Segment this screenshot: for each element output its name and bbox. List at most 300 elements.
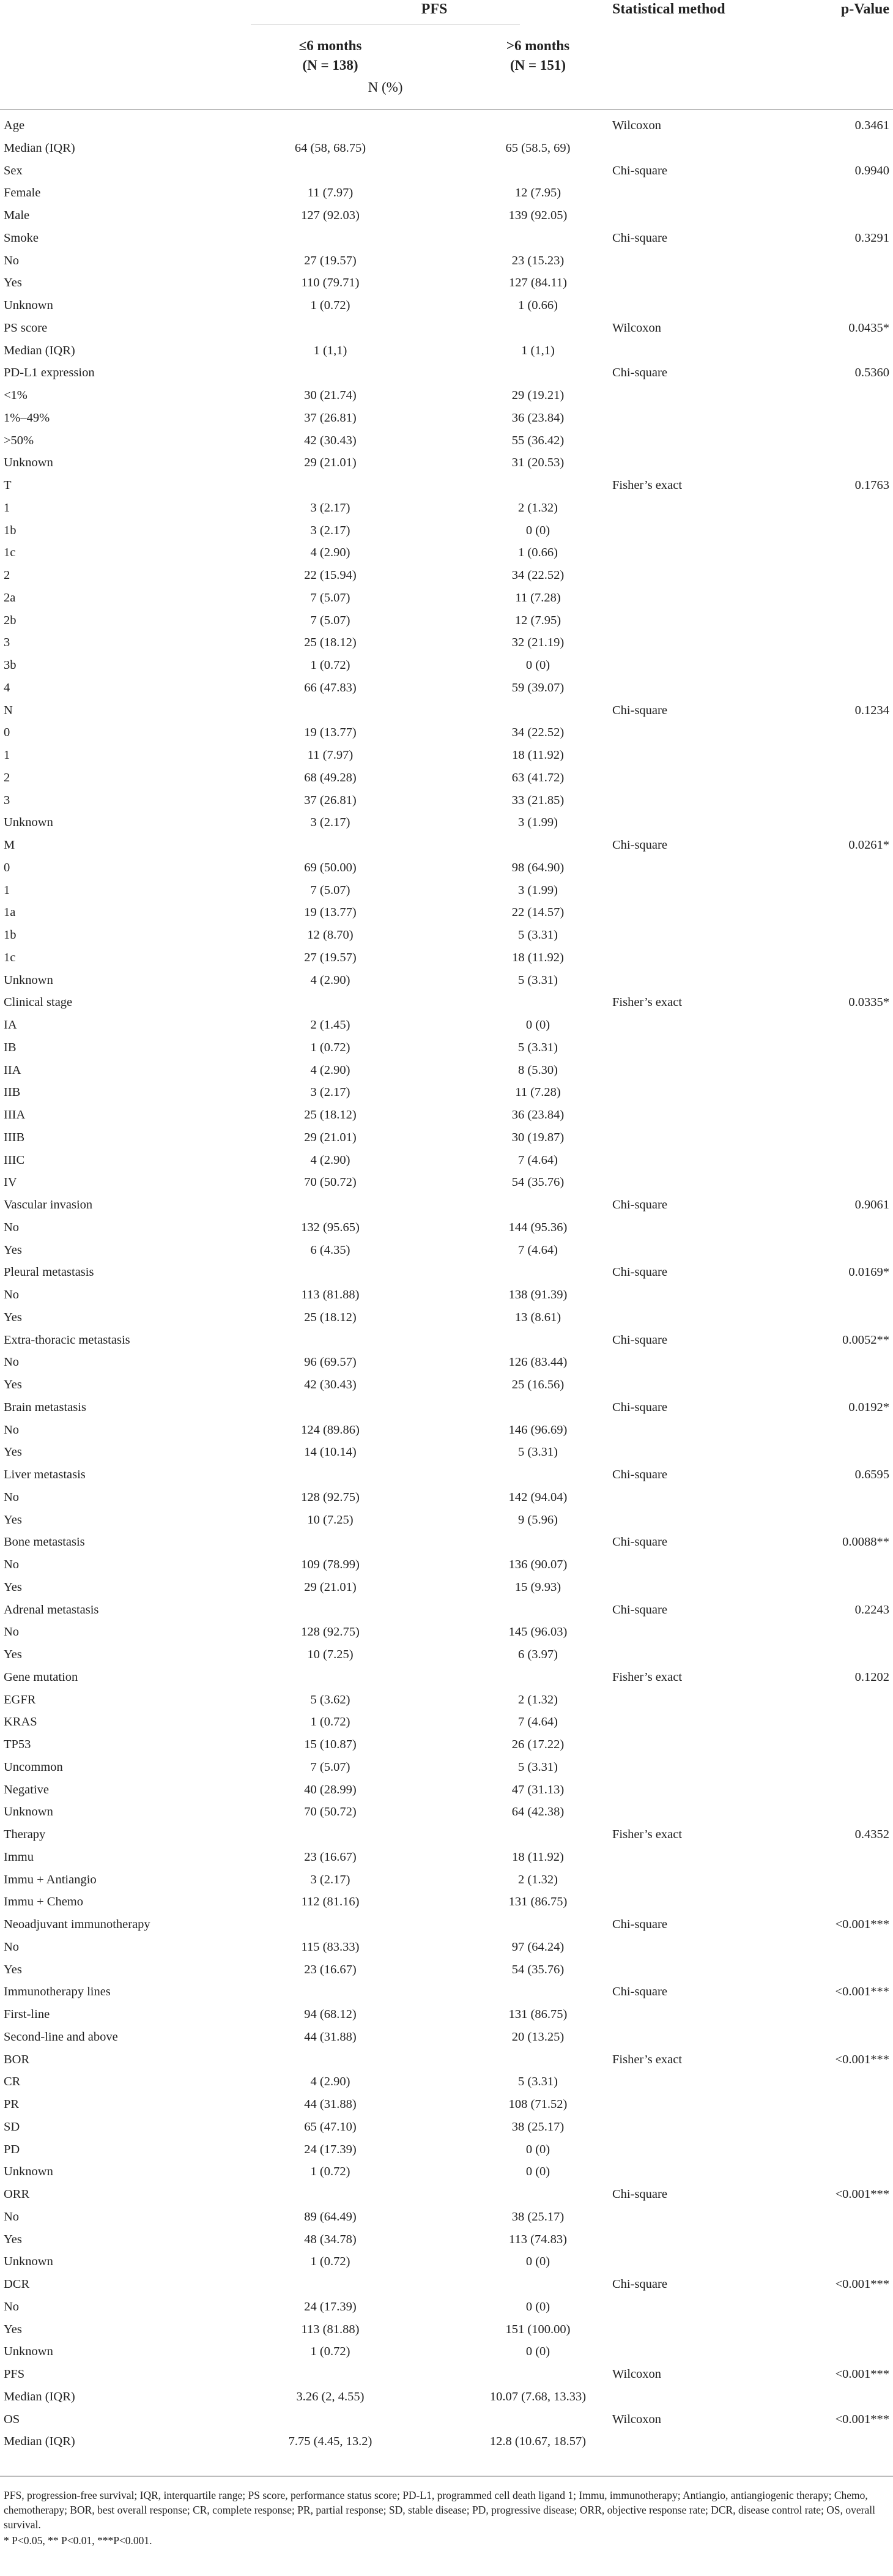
table-row bbox=[0, 882, 893, 899]
table-row bbox=[0, 432, 893, 449]
row-label: Adrenal metastasis bbox=[4, 1603, 99, 1617]
p-value: 0.2243 bbox=[854, 1603, 889, 1617]
gt6-value: 32 (21.19) bbox=[511, 636, 565, 650]
row-label: Liver metastasis bbox=[4, 1468, 86, 1481]
table-row bbox=[0, 184, 893, 201]
le6-value: 19 (13.77) bbox=[304, 726, 357, 740]
row-label: Vascular invasion bbox=[4, 1198, 93, 1212]
le6-value: 65 (47.10) bbox=[304, 2120, 357, 2134]
le6-value: 4 (2.90) bbox=[310, 2075, 350, 2089]
table-row bbox=[0, 1084, 893, 1101]
row-label: 3b bbox=[4, 658, 17, 672]
row-label: Unknown bbox=[4, 456, 53, 470]
row-label: Yes bbox=[4, 276, 22, 290]
le6-value: 44 (31.88) bbox=[304, 2030, 357, 2044]
table-row bbox=[0, 2253, 893, 2270]
statistical-method: Fisher’s exact bbox=[612, 1828, 683, 1841]
table-row bbox=[0, 814, 893, 831]
row-label: PD bbox=[4, 2142, 20, 2156]
table-row bbox=[0, 2118, 893, 2135]
gt6-value: 0 (0) bbox=[525, 1018, 550, 1032]
gt6-value: 38 (25.17) bbox=[511, 2209, 565, 2224]
table-row bbox=[0, 342, 893, 359]
row-label: 2 bbox=[4, 568, 10, 582]
table-row bbox=[0, 1848, 893, 1866]
le6-value: 127 (92.03) bbox=[301, 209, 360, 222]
table-row bbox=[0, 2388, 893, 2405]
row-label: DCR bbox=[4, 2277, 30, 2291]
gt6-value: 0 (0) bbox=[525, 2255, 550, 2269]
le6-value: 64 (58, 68.75) bbox=[294, 141, 366, 155]
row-label: PFS bbox=[4, 2367, 25, 2381]
statistical-method: Chi-square bbox=[612, 1918, 667, 1931]
table-row bbox=[0, 612, 893, 629]
le6-value: 3.26 (2, 4.55) bbox=[296, 2389, 365, 2403]
table-row bbox=[0, 162, 893, 179]
gt6-value: 23 (15.23) bbox=[511, 253, 565, 267]
gt6-value: 142 (94.04) bbox=[508, 1490, 568, 1504]
p-value: 0.1234 bbox=[854, 703, 889, 717]
gt6-value: 59 (39.07) bbox=[511, 680, 565, 694]
row-label: IIA bbox=[4, 1063, 21, 1077]
table-row bbox=[0, 1129, 893, 1146]
table-row bbox=[0, 1601, 893, 1618]
table-row bbox=[0, 1106, 893, 1123]
le6-value: 1 (0.72) bbox=[310, 658, 350, 672]
le6-value: 3 (2.17) bbox=[310, 501, 350, 515]
le6-value: 22 (15.94) bbox=[304, 568, 357, 582]
table-row bbox=[0, 229, 893, 247]
p-value: <0.001*** bbox=[835, 2277, 889, 2291]
gt6-value: 36 (23.84) bbox=[511, 1108, 565, 1122]
gt6-value: 30 (19.87) bbox=[511, 1130, 565, 1144]
row-label: Median (IQR) bbox=[4, 2435, 75, 2449]
row-label: SD bbox=[4, 2120, 20, 2134]
gt6-value: 97 (64.24) bbox=[511, 1940, 565, 1954]
p-value: 0.0435* bbox=[848, 321, 889, 335]
le6-value: 25 (18.12) bbox=[304, 1108, 357, 1122]
table-row bbox=[0, 1062, 893, 1079]
table-row bbox=[0, 454, 893, 471]
row-label: Negative bbox=[4, 1782, 49, 1796]
statistical-method: Fisher’s exact bbox=[612, 478, 683, 492]
row-label: Therapy bbox=[4, 1828, 46, 1841]
table-row bbox=[0, 2433, 893, 2450]
table-row bbox=[0, 1533, 893, 1550]
table-row bbox=[0, 2276, 893, 2293]
table-row bbox=[0, 2073, 893, 2090]
table-row bbox=[0, 1916, 893, 1933]
table-row bbox=[0, 477, 893, 494]
p-value: 0.0192* bbox=[848, 1400, 889, 1414]
row-label: No bbox=[4, 1355, 20, 1369]
table-row bbox=[0, 702, 893, 719]
row-label: No bbox=[4, 1220, 20, 1234]
row-label: Unknown bbox=[4, 299, 53, 312]
table-row bbox=[0, 2163, 893, 2180]
table-row bbox=[0, 319, 893, 337]
table-row bbox=[0, 634, 893, 651]
p-value: 0.9940 bbox=[854, 163, 889, 177]
gt6-value: 20 (13.25) bbox=[511, 2030, 565, 2044]
table-row bbox=[0, 2096, 893, 2113]
row-label: IA bbox=[4, 1018, 17, 1032]
gt6-value: 26 (17.22) bbox=[511, 1738, 565, 1751]
le6-value: 1 (1,1) bbox=[313, 343, 347, 357]
row-label: Yes bbox=[4, 1962, 22, 1976]
row-label: Unknown bbox=[4, 816, 53, 830]
row-label: <1% bbox=[4, 389, 28, 402]
p-value: 0.0088** bbox=[842, 1535, 889, 1549]
table-row bbox=[0, 1803, 893, 1820]
statistical-method: Chi-square bbox=[612, 1535, 667, 1549]
le6-value: 29 (21.01) bbox=[304, 1130, 357, 1144]
table-row bbox=[0, 972, 893, 989]
row-label: 2 bbox=[4, 770, 10, 784]
row-label: Smoke bbox=[4, 231, 39, 245]
p-value: 0.4352 bbox=[854, 1828, 889, 1841]
row-label: Yes bbox=[4, 1648, 22, 1661]
table-row bbox=[0, 2141, 893, 2158]
p-value-header: p-Value bbox=[840, 1, 889, 17]
le6-value: 3 (2.17) bbox=[310, 1872, 350, 1886]
row-label: Immu + Antiangio bbox=[4, 1872, 97, 1886]
gt6-value: 127 (84.11) bbox=[509, 276, 567, 290]
p-value: 0.3461 bbox=[854, 119, 889, 132]
le6-value: 24 (17.39) bbox=[304, 2142, 357, 2156]
gt6-value: 36 (23.84) bbox=[511, 411, 565, 425]
row-label: Female bbox=[4, 186, 41, 200]
row-label: No bbox=[4, 1423, 20, 1437]
table-row bbox=[0, 2343, 893, 2360]
statistical-method: Fisher’s exact bbox=[612, 1670, 683, 1684]
row-label: CR bbox=[4, 2075, 21, 2089]
le6-value: 11 (7.97) bbox=[307, 186, 354, 200]
row-label: Bone metastasis bbox=[4, 1535, 85, 1549]
table-row bbox=[0, 2298, 893, 2315]
row-label: Immu + Chemo bbox=[4, 1895, 83, 1909]
le6-value: 70 (50.72) bbox=[304, 1805, 357, 1819]
gt6-value: 0 (0) bbox=[525, 2165, 550, 2179]
gt6-value: 9 (5.96) bbox=[518, 1513, 558, 1527]
table-row bbox=[0, 274, 893, 291]
le6-value: 44 (31.88) bbox=[304, 2098, 357, 2111]
pfs-group-underline bbox=[251, 24, 520, 25]
gt6-value: 11 (7.28) bbox=[515, 1085, 561, 1100]
table-row bbox=[0, 1713, 893, 1730]
p-value: 0.3291 bbox=[854, 231, 889, 245]
row-label: IIIC bbox=[4, 1153, 25, 1167]
gt6-value: 113 (74.83) bbox=[509, 2232, 567, 2246]
le6-value: 109 (78.99) bbox=[301, 1558, 360, 1571]
table-row bbox=[0, 1556, 893, 1573]
p-value: 0.1763 bbox=[854, 478, 889, 492]
table-row bbox=[0, 994, 893, 1011]
le6-value: 29 (21.01) bbox=[304, 456, 357, 470]
statistical-method: Fisher’s exact bbox=[612, 2052, 683, 2066]
table-row bbox=[0, 1152, 893, 1169]
table-row bbox=[0, 1871, 893, 1888]
row-label: IV bbox=[4, 1175, 17, 1189]
le6-value: 15 (10.87) bbox=[304, 1738, 357, 1751]
gt6-value: 11 (7.28) bbox=[515, 590, 561, 605]
row-label: Yes bbox=[4, 1243, 22, 1257]
gt6-value: 64 (42.38) bbox=[511, 1805, 565, 1819]
table-row bbox=[0, 1241, 893, 1259]
gt6-value: 3 (1.99) bbox=[518, 816, 558, 830]
le6-value: 1 (0.72) bbox=[310, 2255, 350, 2269]
le6-months-header: ≤6 months bbox=[298, 38, 362, 53]
table-row bbox=[0, 544, 893, 561]
row-label: M bbox=[4, 838, 15, 852]
table-row bbox=[0, 1736, 893, 1753]
row-label: No bbox=[4, 1288, 20, 1301]
row-label: Gene mutation bbox=[4, 1670, 78, 1684]
gt6-value: 126 (83.44) bbox=[508, 1355, 568, 1369]
table-row bbox=[0, 1443, 893, 1461]
le6-value: 37 (26.81) bbox=[304, 793, 357, 807]
row-label: Clinical stage bbox=[4, 996, 73, 1010]
table-row bbox=[0, 2186, 893, 2203]
table-row bbox=[0, 1399, 893, 1416]
gt6-value: 5 (3.31) bbox=[518, 1040, 558, 1054]
row-label: IIB bbox=[4, 1085, 21, 1100]
gt6-value: 138 (91.39) bbox=[508, 1288, 568, 1301]
le6-value: 132 (95.65) bbox=[301, 1220, 360, 1234]
le6-value: 7 (5.07) bbox=[310, 883, 350, 897]
statistical-method: Chi-square bbox=[612, 838, 667, 852]
le6-value: 27 (19.57) bbox=[304, 253, 357, 267]
statistical-method: Wilcoxon bbox=[612, 2367, 662, 2381]
statistical-method: Chi-square bbox=[612, 1603, 667, 1617]
p-value: <0.001*** bbox=[835, 2367, 889, 2381]
row-label: ORR bbox=[4, 2187, 30, 2201]
table-row bbox=[0, 387, 893, 404]
table-row bbox=[0, 1331, 893, 1349]
table-row bbox=[0, 859, 893, 876]
le6-value: 3 (2.17) bbox=[310, 523, 350, 537]
gt6-value: 144 (95.36) bbox=[508, 1220, 568, 1234]
row-label: Neoadjuvant immunotherapy bbox=[4, 1918, 150, 1931]
row-label: No bbox=[4, 1558, 20, 1571]
row-label: Extra-thoracic metastasis bbox=[4, 1333, 130, 1347]
le6-value: 70 (50.72) bbox=[304, 1175, 357, 1189]
gt6-value: 34 (22.52) bbox=[511, 568, 565, 582]
le6-value: 7.75 (4.45, 13.2) bbox=[288, 2435, 372, 2449]
row-label: 2a bbox=[4, 590, 16, 605]
row-label: No bbox=[4, 253, 20, 267]
row-label: 0 bbox=[4, 860, 10, 874]
le6-value: 48 (34.78) bbox=[304, 2232, 357, 2246]
table-row bbox=[0, 2321, 893, 2338]
statistical-method: Chi-square bbox=[612, 1265, 667, 1279]
le6-value: 1 (0.72) bbox=[310, 2345, 350, 2359]
table-row bbox=[0, 949, 893, 966]
row-label: Yes bbox=[4, 2322, 22, 2336]
le6-value: 4 (2.90) bbox=[310, 973, 350, 987]
table-row bbox=[0, 1759, 893, 1776]
statistical-method: Chi-square bbox=[612, 1198, 667, 1212]
gt6-value: 7 (4.64) bbox=[518, 1243, 558, 1257]
footnote-significance: * P<0.05, ** P<0.01, ***P<0.001. bbox=[4, 2534, 152, 2547]
gt6-value: 34 (22.52) bbox=[511, 726, 565, 740]
gt6-value: 10.07 (7.68, 13.33) bbox=[489, 2389, 587, 2403]
le6-value: 68 (49.28) bbox=[304, 770, 357, 784]
gt6-months-header: >6 months bbox=[506, 38, 570, 53]
table-row bbox=[0, 117, 893, 134]
statistical-method: Chi-square bbox=[612, 703, 667, 717]
row-label: No bbox=[4, 2209, 20, 2224]
le6-value: 11 (7.97) bbox=[307, 748, 354, 762]
p-value: 0.1202 bbox=[854, 1670, 889, 1684]
row-label: First-line bbox=[4, 2008, 50, 2021]
table-row bbox=[0, 252, 893, 269]
table-row bbox=[0, 1623, 893, 1640]
le6-value: 24 (17.39) bbox=[304, 2299, 357, 2314]
table-row bbox=[0, 1579, 893, 1596]
row-label: Male bbox=[4, 209, 30, 222]
le6-value: 19 (13.77) bbox=[304, 906, 357, 920]
gt6-value: 65 (58.5, 69) bbox=[505, 141, 571, 155]
gt6-value: 131 (86.75) bbox=[508, 1895, 568, 1909]
table-row bbox=[0, 2411, 893, 2428]
row-label: Immunotherapy lines bbox=[4, 1985, 111, 1999]
le6-value: 1 (0.72) bbox=[310, 299, 350, 312]
row-label: 1b bbox=[4, 523, 17, 537]
row-label: IIIB bbox=[4, 1130, 25, 1144]
n-percent-header: N (%) bbox=[368, 80, 403, 95]
statistical-method: Chi-square bbox=[612, 2187, 667, 2201]
row-label: T bbox=[4, 478, 12, 492]
statistical-method: Chi-square bbox=[612, 2277, 667, 2291]
p-value: 0.0169* bbox=[848, 1265, 889, 1279]
statistical-method: Chi-square bbox=[612, 1468, 667, 1481]
row-label: No bbox=[4, 1625, 20, 1639]
gt6-value: 18 (11.92) bbox=[512, 950, 564, 964]
table-row bbox=[0, 2366, 893, 2383]
table-row bbox=[0, 792, 893, 809]
pfs-group-header: PFS bbox=[421, 1, 448, 17]
statistical-method: Chi-square bbox=[612, 1333, 667, 1347]
le6-value: 7 (5.07) bbox=[310, 1760, 350, 1774]
p-value: <0.001*** bbox=[835, 1985, 889, 1999]
table-row bbox=[0, 1893, 893, 1910]
row-label: Unknown bbox=[4, 2345, 53, 2359]
le6-value: 3 (2.17) bbox=[310, 1085, 350, 1100]
row-label: 1a bbox=[4, 906, 16, 920]
gt6-value: 139 (92.05) bbox=[508, 209, 568, 222]
gt6-value: 5 (3.31) bbox=[518, 1760, 558, 1774]
statistical-method: Fisher’s exact bbox=[612, 996, 683, 1010]
row-label: 1 bbox=[4, 883, 10, 897]
table-row bbox=[0, 1938, 893, 1956]
footnote-abbreviations: PFS, progression-free survival; IQR, interquartile range; PS score, performance status score; PD-L1, programmed cell death ligand 1; Immu, immunotherapy; Antiangio, antiangiogenic therapy; Chemo, chemotherapy; BOR, best overall response; CR, complete response; PR, partial response; SD, stable disease; PD, progressive disease; ORR, objective response rate; DCR, disease control rate; OS, overall survival. bbox=[4, 2489, 875, 2531]
row-label: Immu bbox=[4, 1850, 34, 1864]
gt6-value: 7 (4.64) bbox=[518, 1153, 558, 1167]
table-row bbox=[0, 2051, 893, 2068]
table-row bbox=[0, 1669, 893, 1686]
row-label: 0 bbox=[4, 726, 10, 740]
le6-value: 42 (30.43) bbox=[304, 433, 357, 447]
gt6-value: 25 (16.56) bbox=[511, 1378, 565, 1391]
gt6-value: 136 (90.07) bbox=[508, 1558, 568, 1571]
le6-value: 115 (83.33) bbox=[301, 1940, 360, 1954]
le6-value: 25 (18.12) bbox=[304, 1310, 357, 1324]
gt6-value: 1 (1,1) bbox=[521, 343, 555, 357]
le6-count-header: (N = 138) bbox=[302, 58, 358, 73]
statistical-method: Wilcoxon bbox=[612, 119, 662, 132]
table-row bbox=[0, 1781, 893, 1798]
row-label: N bbox=[4, 703, 13, 717]
gt6-value: 2 (1.32) bbox=[518, 1872, 558, 1886]
gt6-value: 5 (3.31) bbox=[518, 2075, 558, 2089]
le6-value: 6 (4.35) bbox=[310, 1243, 350, 1257]
table-row bbox=[0, 1376, 893, 1393]
le6-value: 29 (21.01) bbox=[304, 1580, 357, 1594]
row-label: Unknown bbox=[4, 1805, 53, 1819]
le6-value: 94 (68.12) bbox=[304, 2008, 357, 2021]
p-value: 0.0052** bbox=[842, 1333, 889, 1347]
header-bottom-rule bbox=[0, 109, 893, 110]
le6-value: 113 (81.88) bbox=[301, 2322, 360, 2336]
table-row bbox=[0, 1421, 893, 1439]
gt6-value: 15 (9.93) bbox=[514, 1580, 561, 1594]
table-row bbox=[0, 1691, 893, 1708]
gt6-value: 38 (25.17) bbox=[511, 2120, 565, 2134]
table-row bbox=[0, 364, 893, 381]
le6-value: 10 (7.25) bbox=[307, 1648, 354, 1661]
row-label: PR bbox=[4, 2098, 20, 2111]
table-row bbox=[0, 904, 893, 921]
statistical-method: Chi-square bbox=[612, 1985, 667, 1999]
table-row bbox=[0, 499, 893, 516]
p-value: <0.001*** bbox=[835, 1918, 889, 1931]
gt6-value: 131 (86.75) bbox=[508, 2008, 568, 2021]
le6-value: 14 (10.14) bbox=[304, 1445, 357, 1459]
table-row bbox=[0, 297, 893, 314]
gt6-value: 55 (36.42) bbox=[511, 433, 565, 447]
gt6-value: 108 (71.52) bbox=[508, 2098, 568, 2111]
le6-value: 10 (7.25) bbox=[307, 1513, 354, 1527]
le6-value: 128 (92.75) bbox=[301, 1490, 360, 1504]
gt6-value: 18 (11.92) bbox=[512, 748, 564, 762]
gt6-value: 31 (20.53) bbox=[511, 456, 565, 470]
statistical-method-header: Statistical method bbox=[612, 1, 725, 17]
table-row bbox=[0, 207, 893, 224]
le6-value: 5 (3.62) bbox=[310, 1692, 350, 1707]
table-row bbox=[0, 2006, 893, 2023]
le6-value: 2 (1.45) bbox=[310, 1018, 350, 1032]
row-label: OS bbox=[4, 2412, 20, 2426]
row-label: 1 bbox=[4, 748, 10, 762]
statistical-method: Wilcoxon bbox=[612, 2412, 662, 2426]
row-label: Yes bbox=[4, 1378, 22, 1391]
table-bottom-rule bbox=[0, 2476, 893, 2477]
row-label: Unknown bbox=[4, 973, 53, 987]
table-row bbox=[0, 769, 893, 786]
le6-value: 69 (50.00) bbox=[304, 860, 357, 874]
le6-value: 1 (0.72) bbox=[310, 2165, 350, 2179]
le6-value: 7 (5.07) bbox=[310, 613, 350, 627]
gt6-value: 2 (1.32) bbox=[518, 1692, 558, 1707]
row-label: Median (IQR) bbox=[4, 141, 75, 155]
gt6-value: 13 (8.61) bbox=[514, 1310, 561, 1324]
row-label: EGFR bbox=[4, 1692, 36, 1707]
row-label: No bbox=[4, 1490, 20, 1504]
table-row bbox=[0, 1219, 893, 1236]
row-label: 2b bbox=[4, 613, 17, 627]
le6-value: 89 (64.49) bbox=[304, 2209, 357, 2224]
